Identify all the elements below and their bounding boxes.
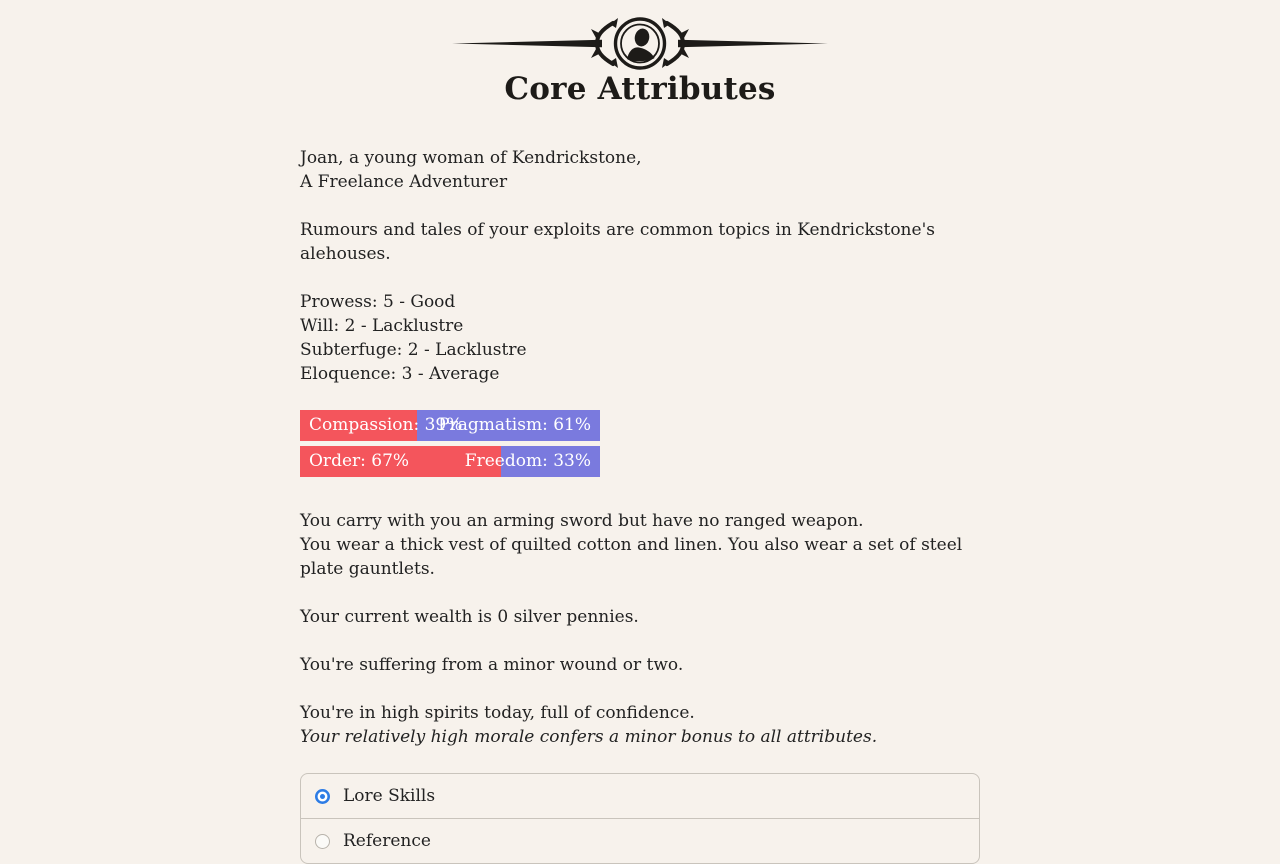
character-name-line: Joan, a young woman of Kendrickstone,	[300, 148, 642, 168]
health-text: You're suffering from a minor wound or two.	[300, 655, 684, 675]
stats-header	[0, 0, 1280, 106]
morale-text	[300, 701, 980, 749]
bar-label-order: Order: 67%	[309, 451, 410, 471]
wealth-text: Your current wealth is 0 silver pennies.	[300, 607, 639, 627]
attribute-line-will: Will: 2 - Lacklustre	[300, 316, 464, 336]
stat-page-option-label: Lore Skills	[343, 786, 436, 806]
radio-selected-icon[interactable]	[315, 789, 330, 804]
bar-label-freedom: Freedom: 33%	[464, 451, 591, 471]
radio-unselected-icon[interactable]	[315, 834, 330, 849]
reputation-text: Rumours and tales of your exploits are common topics in Kendrickstone's alehouses.	[300, 220, 935, 264]
stat-page-option-reference[interactable]	[301, 818, 979, 863]
stats-content	[300, 146, 980, 864]
morale-effect-line: Your relatively high morale confers a minor bonus to all attributes.	[300, 727, 878, 747]
morale-status-line: You're in high spirits today, full of confidence.	[300, 703, 695, 723]
weapons-line: You carry with you an arming sword but have no ranged weapon.	[300, 511, 864, 531]
page-title: Core Attributes	[504, 71, 776, 107]
attribute-line-prowess: Prowess: 5 - Good	[300, 292, 456, 312]
opposed-bar-order-freedom	[300, 446, 600, 477]
portrait-bust-icon	[627, 27, 655, 61]
attribute-line-subterfuge: Subterfuge: 2 - Lacklustre	[300, 340, 527, 360]
bar-label-pragmatism: Pragmatism: 61%	[438, 415, 591, 435]
armor-line: You wear a thick vest of quilted cotton and linen. You also wear a set of steel plate gauntlets.	[300, 535, 963, 579]
stat-page-selector	[300, 773, 980, 864]
bar-label-compassion: Compassion: 39%	[309, 415, 463, 435]
ornament-left-rule	[452, 40, 602, 47]
stat-page-option-lore-skills[interactable]	[301, 774, 979, 818]
opposed-bar-compassion-pragmatism	[300, 410, 600, 441]
opposed-stat-bars	[300, 410, 980, 477]
divider-ornament-icon	[450, 14, 830, 72]
equipment-text	[300, 509, 980, 581]
character-summary	[300, 146, 980, 194]
attribute-line-eloquence: Eloquence: 3 - Average	[300, 364, 500, 384]
character-title-line: A Freelance Adventurer	[300, 172, 508, 192]
ornament-right-rule	[678, 40, 828, 47]
stat-page-option-label: Reference	[343, 831, 431, 851]
attribute-list	[300, 290, 980, 386]
